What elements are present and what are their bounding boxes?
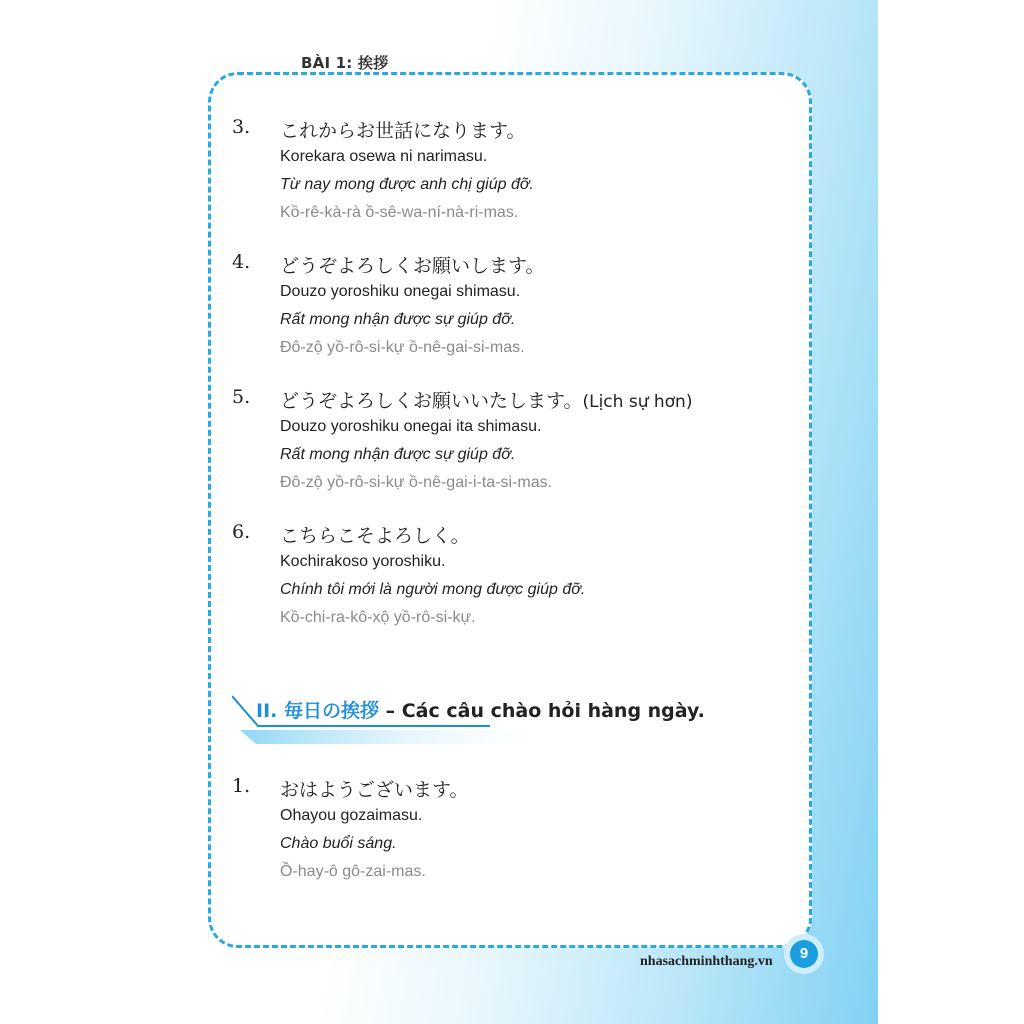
phrase-meaning: Chính tôi mới là người mong được giúp đỡ. bbox=[280, 581, 586, 598]
section-heading bbox=[232, 694, 705, 746]
page-number-badge bbox=[784, 934, 824, 974]
phrase-japanese: これからお世話になります。 bbox=[280, 120, 526, 142]
phrase-number: 5. bbox=[232, 386, 251, 408]
phrase-number: 6. bbox=[232, 521, 251, 543]
phrase-number: 1. bbox=[232, 775, 251, 797]
page-number: 9 bbox=[790, 940, 818, 968]
phrase-number: 3. bbox=[232, 116, 251, 138]
phrase-pronunciation: Đô-zộ yồ-rô-si-kự ồ-nê-gai-i-ta-si-mas. bbox=[280, 474, 553, 491]
phrase-meaning: Chào buổi sáng. bbox=[280, 835, 397, 852]
phrase-japanese: どうぞよろしくお願いいたします。(Lịch sự hơn) bbox=[280, 390, 693, 412]
phrase-japanese: どうぞよろしくお願いします。 bbox=[280, 255, 545, 277]
phrase-number: 4. bbox=[232, 251, 251, 273]
phrase-pronunciation: Kồ-chi-ra-kô-xộ yồ-rô-si-kự. bbox=[280, 609, 476, 626]
lesson-header: BÀI 1: 挨拶 bbox=[301, 54, 389, 72]
phrase-romaji: Douzo yoroshiku onegai ita shimasu. bbox=[280, 418, 542, 435]
phrase-meaning: Rất mong nhận được sự giúp đỡ. bbox=[280, 446, 516, 463]
section-title: II. 毎日の挨拶 – Các câu chào hỏi hàng ngày. bbox=[256, 700, 705, 722]
phrase-japanese: おはようございます。 bbox=[280, 779, 469, 801]
website-label: nhasachminhthang.vn bbox=[640, 954, 773, 969]
phrase-romaji: Korekara osewa ni narimasu. bbox=[280, 148, 488, 165]
phrase-pronunciation: Ồ-hay-ô gô-zai-mas. bbox=[280, 863, 426, 880]
phrase-pronunciation: Kồ-rê-kà-rà ồ-sê-wa-ní-nà-ri-mas. bbox=[280, 204, 519, 221]
phrase-meaning: Từ nay mong được anh chị giúp đỡ. bbox=[280, 176, 534, 193]
phrase-pronunciation: Đô-zộ yồ-rô-si-kự ồ-nê-gai-si-mas. bbox=[280, 339, 525, 356]
phrase-romaji: Douzo yoroshiku onegai shimasu. bbox=[280, 283, 521, 300]
phrase-japanese: こちらこそよろしく。 bbox=[280, 525, 470, 547]
phrase-meaning: Rất mong nhận được sự giúp đỡ. bbox=[280, 311, 516, 328]
phrase-romaji: Kochirakoso yoroshiku. bbox=[280, 553, 446, 570]
phrase-romaji: Ohayou gozaimasu. bbox=[280, 807, 423, 824]
